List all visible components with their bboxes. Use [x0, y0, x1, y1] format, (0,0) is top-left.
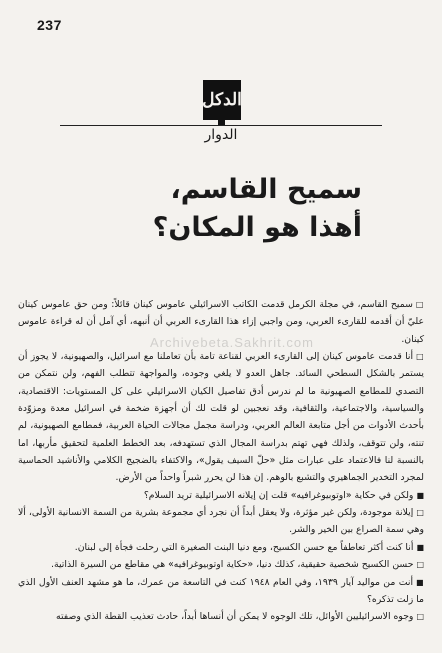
paragraph-text: إيلانة موجودة، ولكن غير مؤثرة، ولا يعقل أبداً أن نجرد أي مجموعة بشرية من السمة الانسانية الأولى، ألا وهي سمة الصراع بين الخير والشر. [18, 507, 424, 536]
paragraph-text: وجوه الاسرائيليين الأوائل، تلك الوجوه لا يمكن أن أنساها أبداً، حادث تعذيب القطة الذي وصفته [56, 611, 414, 623]
paragraph [18, 296, 424, 348]
section-logo [203, 80, 241, 120]
paragraph-text: أنا كنت أكثر تعاطفاً مع حسن الكسيح، ومع دنيا البنت الصغيرة التي رحلت فجأة إلى لبنان. [74, 541, 414, 553]
paragraph-text: أنت من مواليد آيار ١٩٣٩، وفي العام ١٩٤٨ كنت في التاسعة من عمرك، ما هو مشهد العنف الأول الذي ما زلت تذكره؟ [18, 576, 424, 605]
section-rule [60, 125, 382, 126]
paragraph [18, 487, 424, 504]
paragraph-text: ولكن في حكاية «اوتوبيوغرافيه» قلت إن إيلانه الاسرائيلية تريد السلام؟ [143, 489, 414, 501]
paragraph-text: أنا قدمت عاموس كينان إلى القارىء العربي لقناعة تامة بأن تعاملنا مع اسرائيل، والصهيونية، لا يجوز أن يستمر بالشكل السطحي السائد. جاهل العدو لا يلغي وجوده، والمواجهة تتطلب الفهم، ولن نتمكن من التصدي للمطامع الصهيونية ما لم ندرس أدق تفاصيل الكيان الاسرائيلي على كل المستويات: الاقتصادية، والسياسية، والاجتماعية، والثقافية، وقد نعجبين لو قلت لك أن أجهزة ضخمة في اسرائيل معدة ومزوّدة بأحدث الأدوات من أجل متابعة العالم العربي، ودراسة مجمل مجالات الحياة العربية، فمطامع الصهيونية، لم تنته، ولن تتوقف، ولذلك فهي تهتم بدراسة المجال الذي تستهدفه، بعد الخطط العلمية لتحقيق مأربها، اما بالنسبة لنا فالاعتماد على عبارات مثل «حلّ السيف يقول»، والاكتفاء بالضجيج الكلامي والأناشيد الحماسية لمجرد التخدير الجماهيري والتشبع بالوهم. إن هذا لن يحرر شبراً واحداً من الأرض. [18, 351, 424, 484]
paragraph [18, 556, 424, 573]
question-bullet: ■ [416, 490, 424, 500]
watermark: Archivebeta.Sakhrit.com [150, 335, 314, 350]
section-label: الدوار [204, 127, 238, 143]
answer-bullet: □ [416, 508, 424, 518]
paragraph [18, 539, 424, 556]
page-number: 237 [37, 17, 62, 33]
article-body [18, 296, 424, 626]
answer-bullet: □ [416, 612, 424, 622]
paragraph [18, 574, 424, 609]
section-logo-glyph: الدكل [202, 89, 242, 110]
question-bullet: ■ [416, 542, 424, 552]
article-title-line-2: أهذا هو المكان؟ [152, 212, 362, 243]
question-bullet: ■ [416, 577, 424, 587]
answer-bullet: □ [416, 352, 425, 362]
paragraph-text: سميح القاسم، في مجلة الكرمل قدمت الكاتب الاسرائيلي عاموس كينان قائلاً: ومن حق عاموس كينان عليّ أن أقدمه للقارىء العربي، ومن واجبي إزاء هذا القارىء العربي أن أنبهه، أي آمل أن له قراءة عاموس كينان. [18, 299, 424, 345]
answer-bullet: □ [416, 560, 424, 570]
paragraph-text: حسن الكسيح شخصية حقيقية، كذلك دنيا، «حكاية اوتوبيوغرافيه» هي مقاطع من السيرة الذاتية. [51, 559, 414, 571]
paragraph [18, 348, 424, 487]
answer-bullet: □ [415, 300, 425, 309]
paragraph [18, 504, 424, 539]
paragraph [18, 608, 424, 625]
article-title-line-1: سميح القاسم، [170, 174, 362, 205]
